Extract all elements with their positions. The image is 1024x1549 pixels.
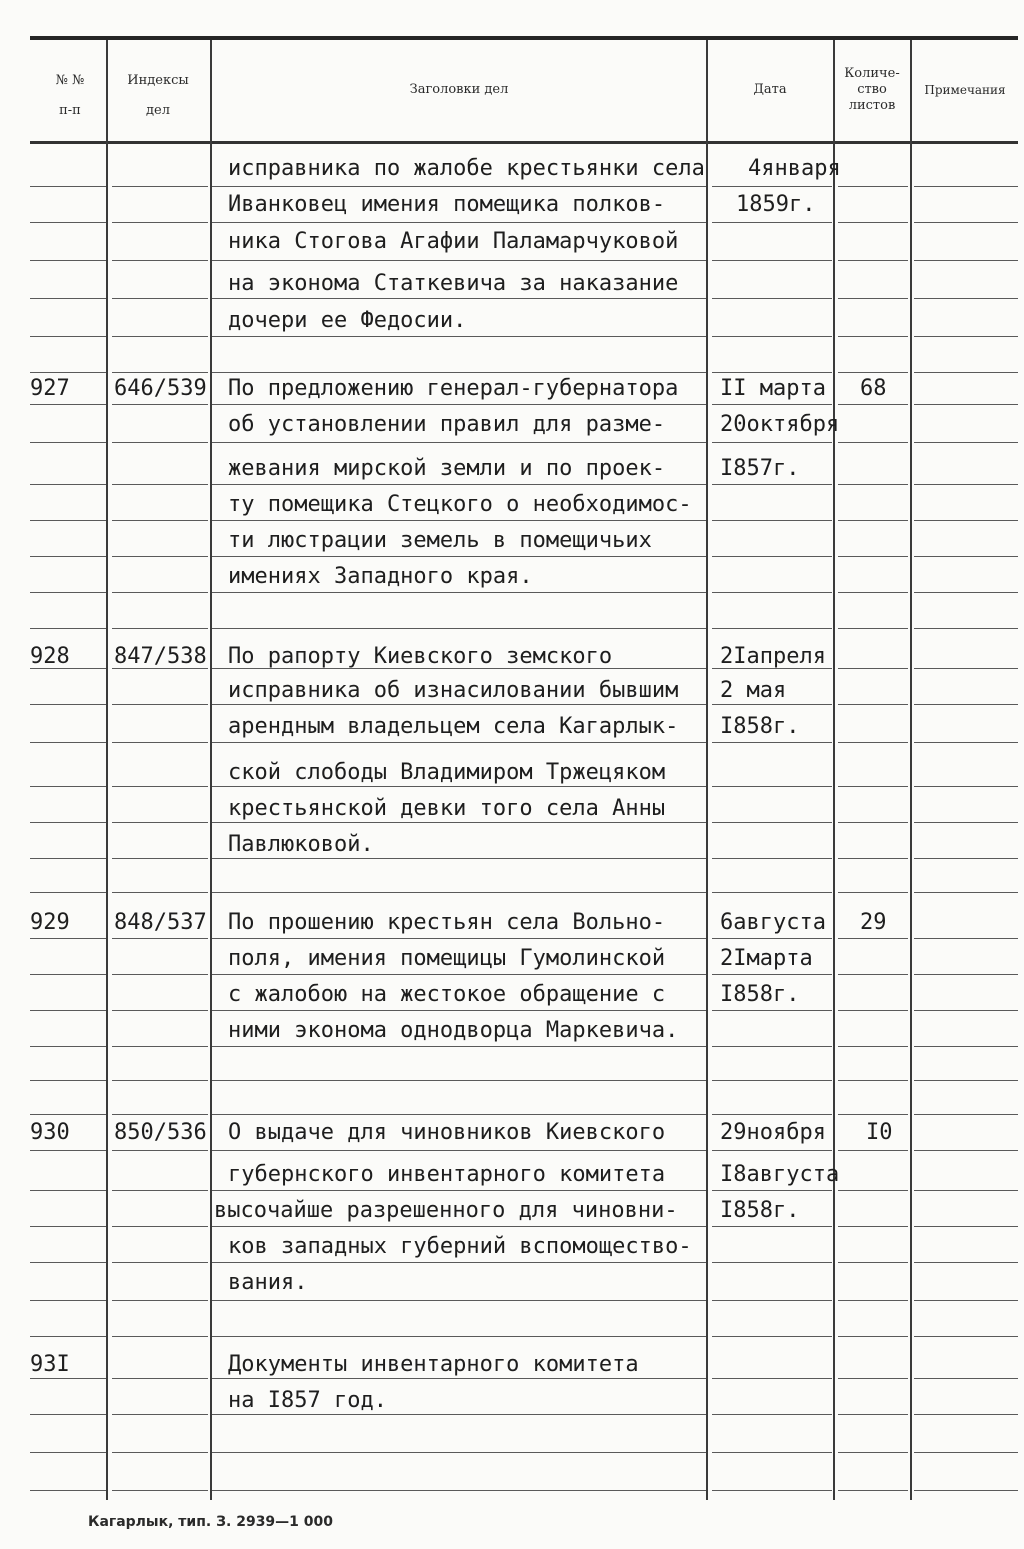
header-date: Дата: [753, 82, 787, 97]
ruled-line: [914, 556, 1018, 557]
ruled-line: [212, 1080, 706, 1081]
ruled-line: [838, 336, 908, 337]
ruled-line: [212, 1300, 706, 1301]
ruled-line: [712, 372, 832, 373]
ruled-line: [712, 186, 832, 187]
ruled-line: [914, 1190, 1018, 1191]
ruled-line: [838, 484, 908, 485]
ruled-line: [914, 1490, 1018, 1491]
ruled-line: [914, 1414, 1018, 1415]
ruled-line: [712, 938, 832, 939]
ruled-line: [30, 260, 106, 261]
ruled-line: [212, 336, 706, 337]
ruled-line: [112, 1300, 208, 1301]
ruled-line: [112, 298, 208, 299]
ruled-line: [914, 858, 1018, 859]
ruled-line: [838, 442, 908, 443]
ruled-line: [112, 186, 208, 187]
entry-date-line: 1859г.: [736, 192, 816, 217]
ruled-line: [838, 1378, 908, 1379]
ruled-line: [112, 1452, 208, 1453]
ruled-line: [838, 1190, 908, 1191]
entry-title-line: ти люстрации земель в помещичьих: [228, 528, 652, 553]
ruled-line: [914, 892, 1018, 893]
entry-title-line: Павлюковой.: [228, 832, 374, 857]
ruled-line: [712, 520, 832, 521]
ruled-line: [212, 892, 706, 893]
column-divider: [833, 40, 835, 1500]
ruled-line: [914, 1150, 1018, 1151]
ruled-line: [30, 222, 106, 223]
entry-title-line: на эконома Статкевича за наказание: [228, 271, 679, 296]
ruled-line: [914, 520, 1018, 521]
ruled-line: [212, 404, 706, 405]
ruled-line: [712, 1114, 832, 1115]
ruled-line: [914, 592, 1018, 593]
ruled-line: [914, 822, 1018, 823]
ruled-line: [838, 592, 908, 593]
ruled-line: [838, 668, 908, 669]
entry-date-line: I858г.: [720, 714, 800, 739]
ruled-line: [30, 298, 106, 299]
entry-number: 929: [30, 910, 70, 935]
header-sheet-count: Количе- ство листов: [844, 66, 900, 113]
ruled-line: [838, 404, 908, 405]
entry-date-line: I858г.: [720, 1198, 800, 1223]
ruled-line: [914, 1080, 1018, 1081]
ruled-line: [112, 1262, 208, 1263]
ruled-line: [712, 822, 832, 823]
ruled-line: [112, 1010, 208, 1011]
ruled-line: [112, 556, 208, 557]
entry-title-line: ту помещика Стецкого о необходимос-: [228, 492, 692, 517]
ruled-line: [30, 938, 106, 939]
ruled-line: [30, 786, 106, 787]
entry-title-line: По рапорту Киевского земского: [228, 644, 613, 669]
ruled-line: [712, 298, 832, 299]
ruled-line: [838, 974, 908, 975]
ruled-line: [838, 938, 908, 939]
entry-title-line: жевания мирской земли и по проек-: [228, 456, 666, 481]
ruled-line: [212, 1150, 706, 1151]
ruled-line: [212, 222, 706, 223]
ruled-line: [212, 1336, 706, 1337]
ruled-line: [838, 858, 908, 859]
column-divider: [910, 40, 912, 1500]
ruled-line: [212, 592, 706, 593]
ruled-line: [30, 822, 106, 823]
ruled-line: [112, 786, 208, 787]
ruled-line: [112, 1490, 208, 1491]
entry-title-line: По прошению крестьян села Вольно-: [228, 910, 666, 935]
ruled-line: [212, 704, 706, 705]
ruled-line: [712, 1490, 832, 1491]
entry-date-line: 2Iмарта: [720, 946, 813, 971]
ruled-line: [914, 786, 1018, 787]
entry-date-line: 2 мая: [720, 678, 787, 703]
ruled-line: [712, 1378, 832, 1379]
column-divider: [706, 40, 708, 1500]
ruled-line: [914, 222, 1018, 223]
entry-number: 927: [30, 376, 70, 401]
ruled-line: [30, 1226, 106, 1227]
entry-title-line: Документы инвентарного комитета: [228, 1352, 639, 1377]
ruled-line: [112, 1190, 208, 1191]
ruled-line: [212, 1190, 706, 1191]
ruled-line: [30, 628, 106, 629]
entry-title-line: губернского инвентарного комитета: [228, 1162, 666, 1187]
ruled-line: [212, 858, 706, 859]
ruled-line: [212, 1010, 706, 1011]
ruled-line: [838, 186, 908, 187]
entry-date-line: 6августа: [720, 910, 826, 935]
ruled-line: [914, 372, 1018, 373]
ruled-line: [112, 1150, 208, 1151]
ruled-line: [112, 1046, 208, 1047]
ruled-line: [212, 298, 706, 299]
ruled-line: [712, 1414, 832, 1415]
ruled-line: [838, 1300, 908, 1301]
ruled-line: [112, 1226, 208, 1227]
entry-date-line: 20октября: [720, 412, 840, 437]
ruled-line: [112, 372, 208, 373]
ruled-line: [838, 628, 908, 629]
entry-title-line: дочери ее Федосии.: [228, 308, 467, 333]
ruled-line: [914, 260, 1018, 261]
ruled-line: [838, 786, 908, 787]
entry-title-line: высочайше разрешенного для чиновни-: [214, 1198, 678, 1223]
ruled-line: [838, 1336, 908, 1337]
entry-date-line: I858г.: [720, 982, 800, 1007]
ruled-line: [914, 974, 1018, 975]
ruled-line: [838, 260, 908, 261]
column-divider: [106, 40, 108, 1500]
ruled-line: [212, 372, 706, 373]
ruled-line: [212, 1114, 706, 1115]
entry-title-line: По предложению генерал-губернатора: [228, 376, 679, 401]
ruled-line: [112, 892, 208, 893]
ruled-line: [914, 668, 1018, 669]
ruled-line: [712, 1300, 832, 1301]
ruled-line: [30, 372, 106, 373]
ruled-line: [30, 484, 106, 485]
ruled-line: [112, 484, 208, 485]
ruled-line: [914, 1452, 1018, 1453]
ruled-line: [30, 974, 106, 975]
ruled-line: [212, 260, 706, 261]
ruled-line: [30, 592, 106, 593]
ruled-line: [712, 1150, 832, 1151]
entry-date-line: I857г.: [720, 456, 800, 481]
ruled-line: [838, 1490, 908, 1491]
ruled-line: [112, 404, 208, 405]
ruled-line: [212, 556, 706, 557]
ruled-line: [212, 520, 706, 521]
ruled-line: [212, 1262, 706, 1263]
ruled-line: [914, 938, 1018, 939]
ruled-line: [914, 484, 1018, 485]
ruled-line: [838, 1226, 908, 1227]
ruled-line: [30, 1378, 106, 1379]
ruled-line: [838, 1150, 908, 1151]
ruled-line: [712, 858, 832, 859]
entry-number: 930: [30, 1120, 70, 1145]
header-title: Заголовки дел: [409, 82, 509, 97]
ruled-line: [838, 1046, 908, 1047]
entry-index: 847/538: [114, 644, 207, 669]
ruled-line: [30, 1490, 106, 1491]
printer-imprint: Кагарлык, тип. З. 2939—1 000: [88, 1514, 334, 1530]
ruled-line: [838, 742, 908, 743]
ruled-line: [30, 1452, 106, 1453]
ruled-line: [712, 704, 832, 705]
ruled-line: [838, 1010, 908, 1011]
entry-date-line: 2Iапреля: [720, 644, 826, 669]
entry-title-line: О выдаче для чиновников Киевского: [228, 1120, 666, 1145]
entry-title-line: вания.: [228, 1270, 308, 1295]
entry-title-line: имениях Западного края.: [228, 564, 533, 589]
ruled-line: [914, 1226, 1018, 1227]
entry-number: 93I: [30, 1352, 70, 1377]
entry-index: 848/537: [114, 910, 207, 935]
ruled-line: [712, 742, 832, 743]
entry-date-line: I8августа: [720, 1162, 840, 1187]
ruled-line: [30, 858, 106, 859]
entry-title-line: ними эконома однодворца Маркевича.: [228, 1018, 679, 1043]
ruled-line: [914, 704, 1018, 705]
ruled-line: [838, 1262, 908, 1263]
ruled-line: [712, 974, 832, 975]
ruled-line: [112, 938, 208, 939]
ruled-line: [914, 628, 1018, 629]
ruled-line: [914, 186, 1018, 187]
ruled-line: [712, 484, 832, 485]
entry-title-line: на I857 год.: [228, 1388, 387, 1413]
ruled-line: [212, 1414, 706, 1415]
ruled-line: [112, 628, 208, 629]
ruled-line: [212, 628, 706, 629]
ruled-line: [112, 1080, 208, 1081]
ruled-line: [712, 1336, 832, 1337]
ruled-line: [30, 1046, 106, 1047]
ruled-line: [30, 1080, 106, 1081]
ruled-line: [112, 1114, 208, 1115]
ruled-line: [838, 892, 908, 893]
ruled-line: [112, 520, 208, 521]
ruled-line: [30, 336, 106, 337]
entry-sheet-count: 29: [860, 910, 887, 935]
entry-title-line: исправника по жалобе крестьянки села: [228, 156, 705, 181]
ruled-line: [112, 974, 208, 975]
ruled-line: [838, 372, 908, 373]
header-number: № № п-п: [55, 73, 85, 118]
ruled-line: [838, 298, 908, 299]
header-bottom-border: [30, 141, 1018, 144]
ruled-line: [914, 1262, 1018, 1263]
ruled-line: [712, 404, 832, 405]
ruled-line: [914, 742, 1018, 743]
ruled-line: [112, 1336, 208, 1337]
ruled-line: [112, 592, 208, 593]
entry-title-line: крестьянской девки того села Анны: [228, 796, 666, 821]
ruled-line: [30, 1190, 106, 1191]
ruled-line: [212, 484, 706, 485]
ruled-line: [712, 1262, 832, 1263]
ruled-line: [30, 1414, 106, 1415]
ruled-line: [30, 1114, 106, 1115]
ruled-line: [30, 892, 106, 893]
ruled-line: [30, 1010, 106, 1011]
ruled-line: [30, 1336, 106, 1337]
ruled-line: [30, 520, 106, 521]
ruled-line: [712, 592, 832, 593]
ruled-line: [112, 1414, 208, 1415]
ruled-line: [212, 1452, 706, 1453]
ruled-line: [212, 1378, 706, 1379]
ruled-line: [838, 822, 908, 823]
ruled-line: [212, 186, 706, 187]
entry-title-line: поля, имения помещицы Гумолинской: [228, 946, 666, 971]
ruled-line: [30, 186, 106, 187]
entry-title-line: арендным владельцем села Кагарлык-: [228, 714, 679, 739]
ruled-line: [212, 742, 706, 743]
ruled-line: [112, 260, 208, 261]
ruled-line: [30, 1150, 106, 1151]
entry-number: 928: [30, 644, 70, 669]
ruled-line: [712, 336, 832, 337]
ruled-line: [30, 742, 106, 743]
ruled-line: [914, 442, 1018, 443]
ruled-line: [212, 974, 706, 975]
ruled-line: [838, 1452, 908, 1453]
column-divider: [210, 40, 212, 1500]
entry-index: 850/536: [114, 1120, 207, 1145]
entry-title-line: об установлении правил для разме-: [228, 412, 666, 437]
ruled-line: [30, 442, 106, 443]
header-notes: Примечания: [924, 83, 1006, 97]
ruled-line: [712, 1080, 832, 1081]
ruled-line: [30, 404, 106, 405]
ruled-line: [914, 404, 1018, 405]
ruled-line: [838, 1414, 908, 1415]
ruled-line: [914, 1378, 1018, 1379]
ruled-line: [712, 1046, 832, 1047]
ruled-line: [838, 222, 908, 223]
ruled-line: [112, 742, 208, 743]
entry-sheet-count: 68: [860, 376, 887, 401]
ruled-line: [838, 556, 908, 557]
ruled-line: [112, 704, 208, 705]
ruled-line: [914, 1010, 1018, 1011]
ruled-line: [914, 1300, 1018, 1301]
ruled-line: [712, 1226, 832, 1227]
entry-date-line: 29ноября: [720, 1120, 826, 1145]
ruled-line: [30, 1300, 106, 1301]
ruled-line: [712, 1452, 832, 1453]
ruled-line: [30, 704, 106, 705]
entry-title-line: ника Стогова Агафии Паламарчуковой: [228, 229, 679, 254]
ruled-line: [712, 1010, 832, 1011]
entry-date-line: 4января: [748, 156, 841, 181]
ruled-line: [838, 1080, 908, 1081]
ruled-line: [838, 704, 908, 705]
entry-sheet-count: I0: [866, 1120, 893, 1145]
ruled-line: [712, 786, 832, 787]
ruled-line: [212, 938, 706, 939]
entry-title-line: Иванковец имения помещика полков-: [228, 192, 666, 217]
ruled-line: [30, 556, 106, 557]
ruled-line: [838, 1114, 908, 1115]
ruled-line: [914, 298, 1018, 299]
ruled-line: [914, 1114, 1018, 1115]
ruled-line: [712, 628, 832, 629]
ruled-line: [30, 1262, 106, 1263]
ruled-line: [112, 822, 208, 823]
entry-index: 646/539: [114, 376, 207, 401]
ruled-line: [112, 336, 208, 337]
ruled-line: [712, 222, 832, 223]
ruled-line: [212, 442, 706, 443]
ruled-line: [112, 222, 208, 223]
ruled-line: [838, 520, 908, 521]
entry-title-line: с жалобою на жестокое обращение с: [228, 982, 666, 1007]
ruled-line: [112, 1378, 208, 1379]
header-index: Индексы дел: [127, 73, 189, 118]
entry-title-line: ков западных губерний вспомощество-: [228, 1234, 692, 1259]
entry-title-line: исправника об изнасиловании бывшим: [228, 678, 679, 703]
ruled-line: [112, 442, 208, 443]
ruled-line: [712, 1190, 832, 1191]
ruled-line: [212, 786, 706, 787]
ruled-line: [914, 1336, 1018, 1337]
ruled-line: [212, 1226, 706, 1227]
table-top-border: [30, 36, 1018, 40]
ruled-line: [712, 442, 832, 443]
ruled-line: [212, 1490, 706, 1491]
entry-date-line: II марта: [720, 376, 826, 401]
ruled-line: [914, 336, 1018, 337]
entry-title-line: ской слободы Владимиром Тржецяком: [228, 760, 666, 785]
ruled-line: [212, 822, 706, 823]
ruled-line: [712, 260, 832, 261]
ruled-line: [712, 892, 832, 893]
ruled-line: [914, 1046, 1018, 1047]
ruled-line: [212, 1046, 706, 1047]
ruled-line: [112, 858, 208, 859]
ruled-line: [712, 556, 832, 557]
